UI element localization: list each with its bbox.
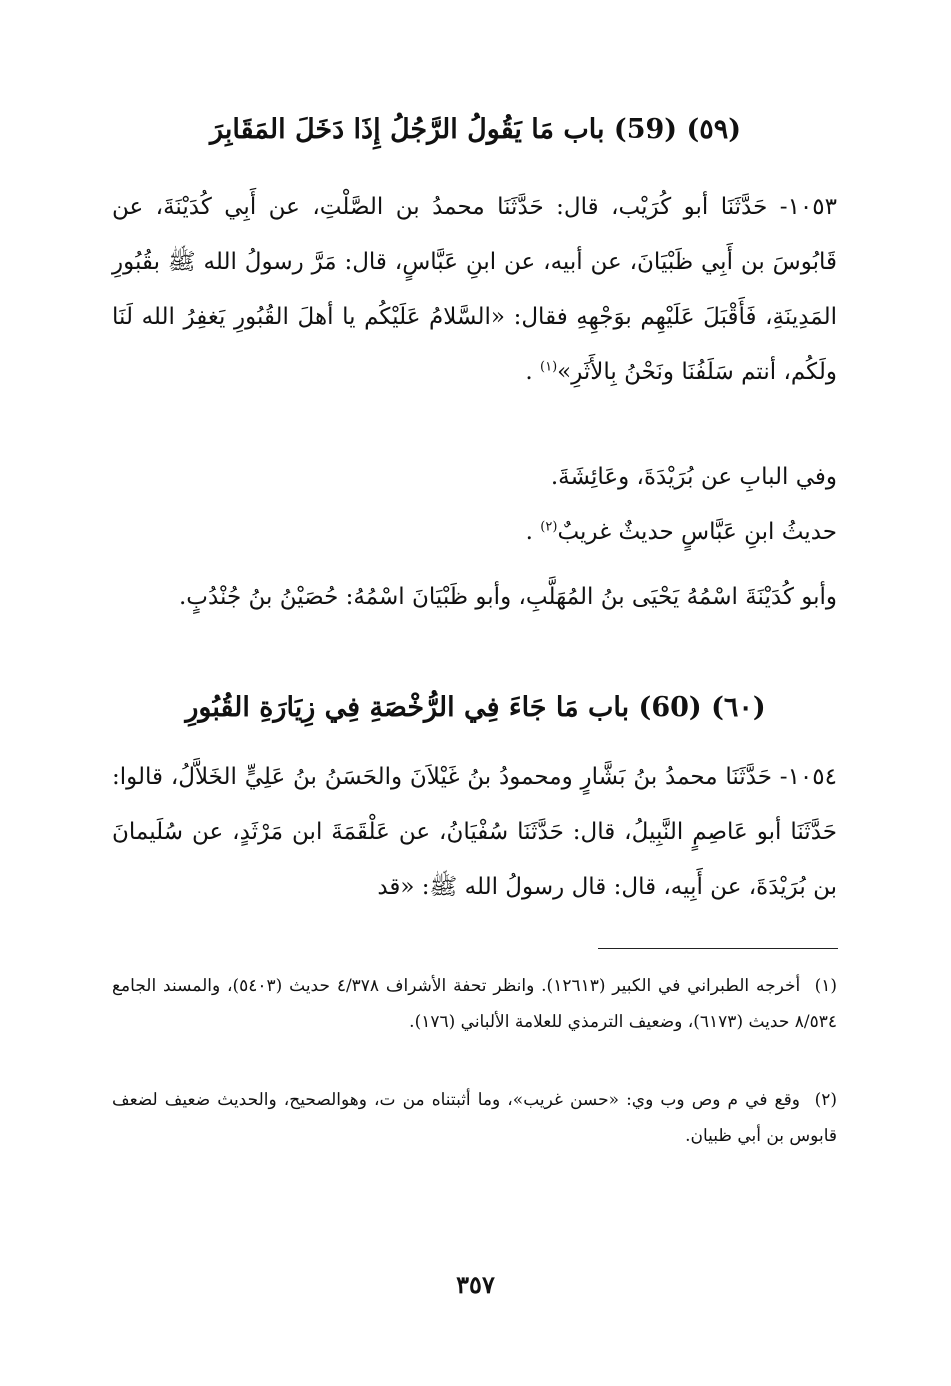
footnote-2-number: (٢) <box>814 1090 838 1110</box>
chapter-heading-60: (٦٠) (60) باب مَا جَاءَ فِي الرُّخْصَةِ فِي زِيَارَةِ القُبُورِ <box>185 692 766 723</box>
footnote-2-text: وقع في م وص وب وي: «حسن غريب»، وما أثبتناه من ت، وهوالصحيح، والحديث ضعيف لضعف قابوس بن أبي ظبيان. <box>112 1090 837 1146</box>
footnote-ref-1: (١) <box>540 359 558 375</box>
chapter-heading-59: (٥٩) (59) باب مَا يَقُولُ الرَّجُلُ إِذَا دَخَلَ المَقَابِرَ <box>209 114 742 145</box>
footnote-1-number: (١) <box>814 976 838 996</box>
hadith-grading-end: . <box>525 519 541 545</box>
chapter-note: وفي البابِ عن بُرَيْدَةَ، وعَائِشَةَ. <box>550 464 837 490</box>
hadith-1053-text: ١٠٥٣- حَدَّثَنَا أبو كُرَيْب، قال: حَدَّثَنَا محمدُ بن الصَّلْتِ، عن أَبِي كُدَيْنَةَ، عن قَابُوسَ بن أَبِي ظَبْيَانَ، عن أبيه، عن ابنِ عَبَّاسٍ، قال: مَرَّ رسولُ الله ﷺ بقُبُورِ المَدِينَةِ، فَأَقْبَلَ عَلَيْهِم بوَجْهِهِ فقال: «السَّلامُ عَلَيْكُم يا أهلَ القُبُورِ يَغفِرُ الله لَنَا ولَكُم، أنتم سَلَفُنَا ونَحْنُ بِالأَثَرِ» <box>112 194 837 385</box>
hadith-grading <box>112 505 837 560</box>
footnote-1 <box>112 968 837 1040</box>
narrator-names: وأبو كُدَيْنَةَ اسْمُهُ يَحْيَى بنُ المُهَلَّبِ، وأبو ظَبْيَانَ اسْمُهُ: حُصَيْنُ بنُ جُنْدُبٍ. <box>179 584 837 610</box>
footnote-2 <box>112 1082 837 1154</box>
hadith-1054: ١٠٥٤- حَدَّثَنَا محمدُ بنُ بَشَّارٍ ومحمودُ بنُ غَيْلاَنَ والحَسَنُ بنُ عَلِيٍّ الخَلاَّلُ، قالوا: حَدَّثَنَا أبو عَاصِمٍ النَّبِيلُ، قال: حَدَّثَنَا سُفْيَانُ، عن عَلْقَمَةَ ابن مَرْثَدٍ، عن سُلَيمانَ بن بُرَيْدَةَ، عن أَبِيه، قال: قال رسولُ الله ﷺ: «قد <box>112 764 837 900</box>
page-number: ٣٥٧ <box>456 1270 495 1299</box>
footnote-separator <box>598 948 838 949</box>
footnote-1-text: أخرجه الطبراني في الكبير (١٢٦١٣). وانظر تحفة الأشراف ٤/٣٧٨ حديث (٥٤٠٣)، والمسند الجامع ٨/٥٣٤ حديث (٦١٧٣)، وضعيف الترمذي للعلامة الألباني (١٧٦). <box>112 976 837 1032</box>
hadith-1053 <box>112 180 837 400</box>
footnote-ref-2: (٢) <box>540 519 558 535</box>
hadith-grading-text: حديثُ ابنِ عَبَّاسٍ حديثٌ غريبٌ <box>557 519 837 545</box>
hadith-1053-end: . <box>525 359 540 385</box>
